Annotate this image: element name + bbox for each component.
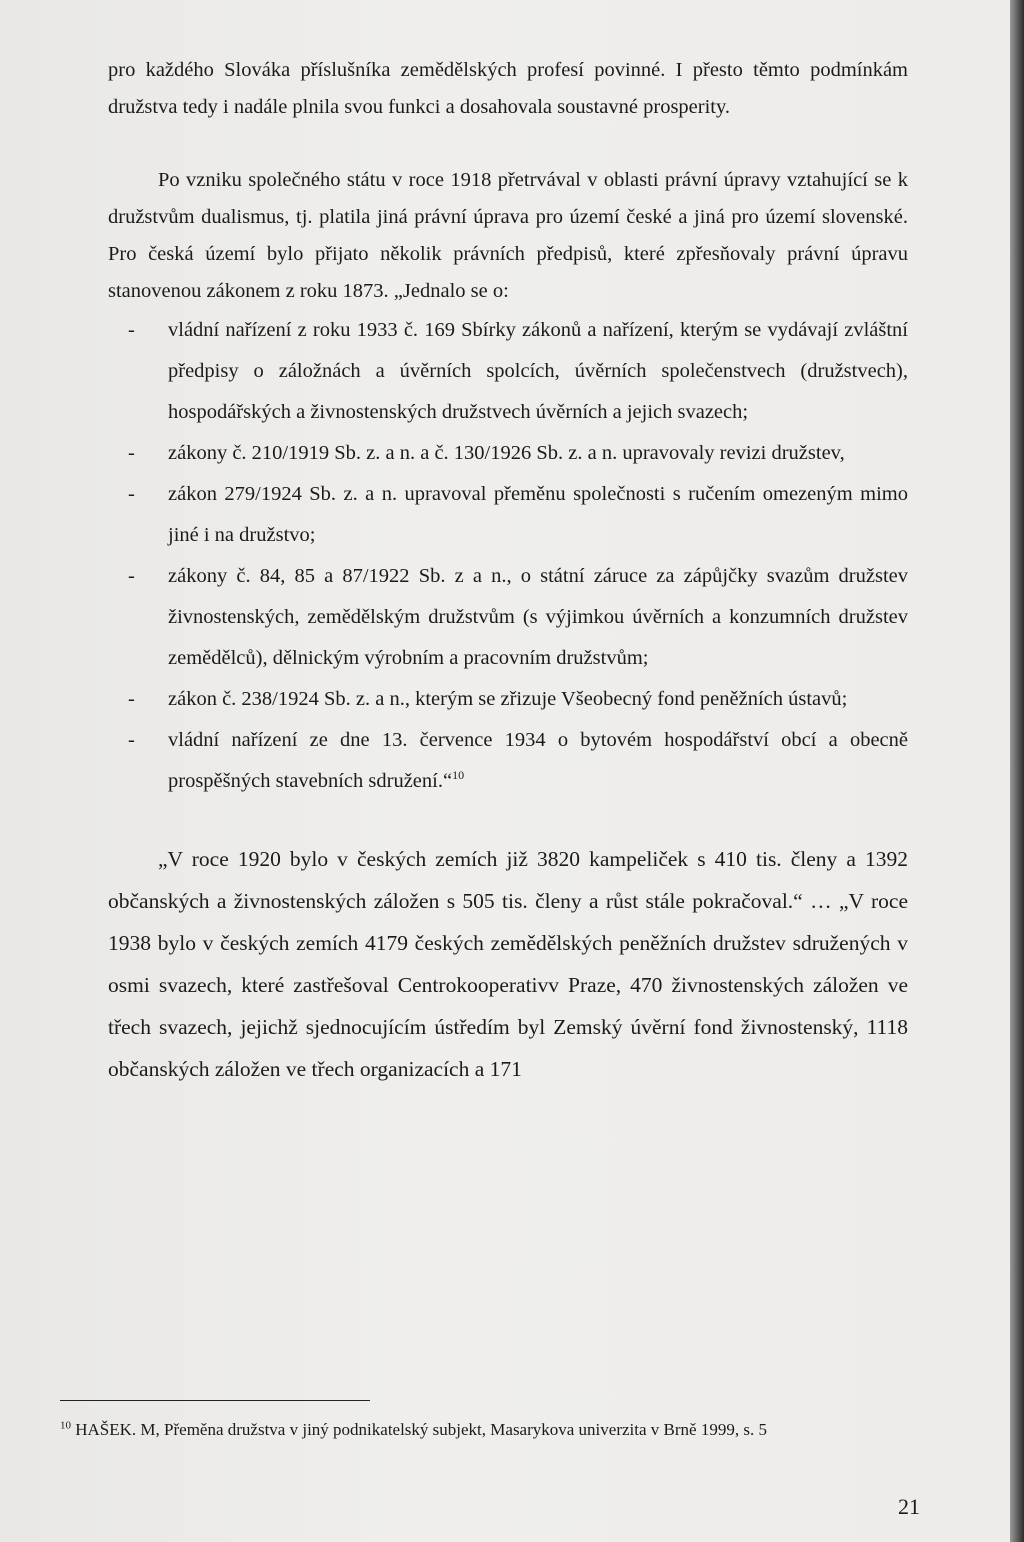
footnote-reference[interactable]: 10 — [452, 768, 465, 783]
page-number: 21 — [898, 1494, 920, 1519]
list-dash: - — [128, 319, 135, 341]
footnote-divider — [60, 1400, 370, 1401]
list-item — [108, 474, 908, 556]
list-item-text: vládní nařízení z roku 1933 č. 169 Sbírky zákonů a nařízení, kterým se vydávají zvláštní předpisy o záložnách a úvěrních spolcích, úvěrních společenstvech (družstvech), hospodářských a živnostenských družstvech úvěrních a jejich svazech; — [168, 319, 908, 423]
list-dash: - — [128, 565, 135, 587]
list-item — [108, 310, 908, 433]
list-dash: - — [128, 483, 135, 505]
footnote-text: HAŠEK. M, Přeměna družstva v jiný podnikatelský subjekt, Masarykova univerzita v Brně 1999, s. 5 — [75, 1420, 767, 1439]
footnote-number: 10 — [60, 1419, 71, 1432]
legislation-list — [108, 310, 908, 802]
list-item-text: zákon 279/1924 Sb. z. a n. upravoval přeměnu společnosti s ručením omezeným mimo jiné i na družstvo; — [168, 483, 908, 546]
list-item — [108, 679, 908, 720]
paragraph-2: Po vzniku společného státu v roce 1918 přetrvával v oblasti právní úpravy vztahující se k družstvům dualismus, tj. platila jiná právní úprava pro území české a jiná pro území slovenské. Pro česká území bylo přijato několik právních předpisů, které zpřesňovaly právní úpravu stanovenou zákonem z roku 1873. „Jednalo se o: — [108, 169, 908, 302]
body-text — [108, 52, 908, 1090]
footnote — [60, 1415, 920, 1445]
list-dash: - — [128, 442, 135, 464]
list-item-text: vládní nařízení ze dne 13. července 1934 o bytovém hospodářství obcí a obecně prospěšných stavebních sdružení.“ — [168, 729, 908, 792]
paragraph-3: „V roce 1920 bylo v českých zemích již 3820 kampeliček s 410 tis. členy a 1392 občanských a živnostenských záložen s 505 tis. členy a růst stále pokračoval.“ … „V roce 1938 bylo v českých zemích 4179 českých zemědělských peněžních družstev sdružených v osmi svazech, které zastřešoval Centrokooperativv Praze, 470 živnostenských záložen ve třech svazech, jejichž sjednocujícím ústředím byl Zemský úvěrní fond živnostenský, 1118 občanských záložen ve třech organizacích a 171 — [108, 847, 908, 1081]
list-item-text: zákon č. 238/1924 Sb. z. a n., kterým se zřizuje Všeobecný fond peněžních ústavů; — [168, 688, 848, 710]
list-item — [108, 720, 908, 802]
list-item — [108, 556, 908, 679]
list-dash: - — [128, 729, 135, 751]
list-item-text: zákony č. 210/1919 Sb. z. a n. a č. 130/1926 Sb. z. a n. upravovaly revizi družstev, — [168, 442, 845, 464]
paragraph-gap — [108, 126, 908, 162]
list-item-text: zákony č. 84, 85 a 87/1922 Sb. z a n., o státní záruce za zápůjčky svazům družstev živnostenských, zemědělským družstvům (s výjimkou úvěrních a konzumních družstev zemědělců), dělnickým výrobním a pracovním družstvům; — [168, 565, 908, 669]
paragraph-gap — [108, 802, 908, 838]
paragraph-1: pro každého Slováka příslušníka zemědělských profesí povinné. I přesto těmto podmínkám družstva tedy i nadále plnila svou funkci a dosahovala soustavné prosperity. — [108, 59, 908, 118]
page-edge-shadow — [1010, 0, 1024, 1542]
list-dash: - — [128, 688, 135, 710]
list-item — [108, 433, 908, 474]
